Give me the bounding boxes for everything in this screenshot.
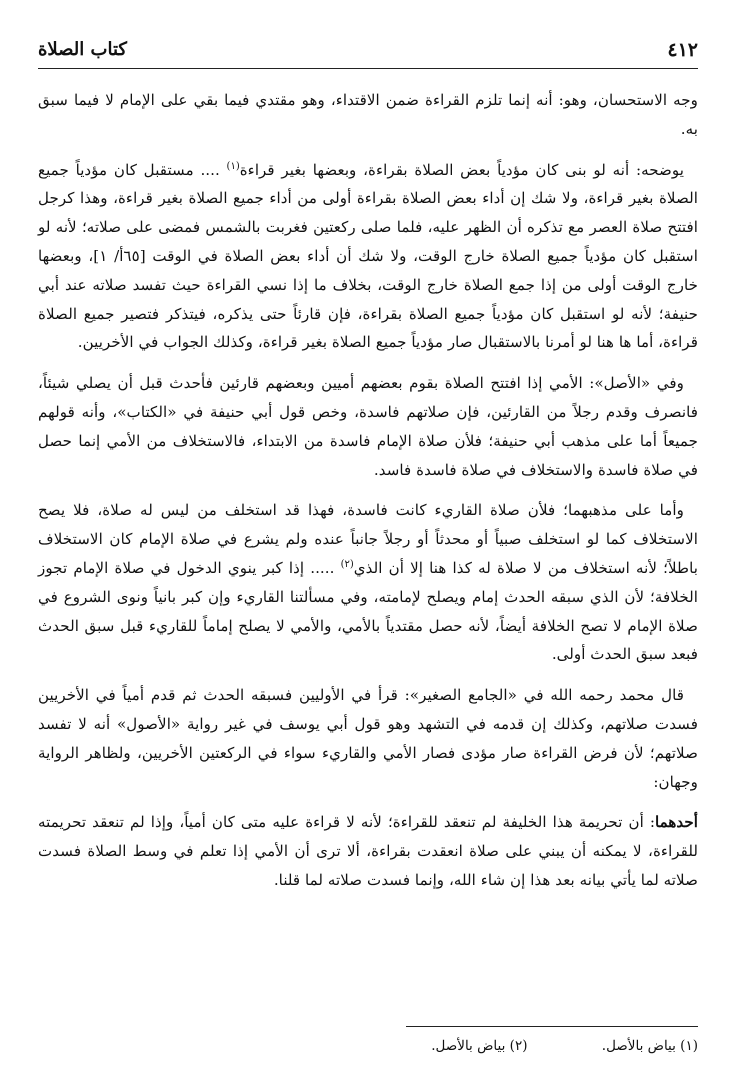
paragraph-text-continued: ..... إذا كبر ينوي الدخول في صلاة الإمام تجوز الخلافة؛ لأن الذي سبقه الحدث إمام ويصلح لإمامته، وفي مسألتنا القاريء وإن كبر بانياً ونوى الشروع في صلاة الإمام لا تصح الخلافة أيضاً، لأنه حصل مقتدياً بالأمي، والأمي لا يصلح إماماً للقاريء قبل سبق الحدث فبعد سبق الحدث أولى. xyxy=(38,558,698,664)
page-header xyxy=(38,28,698,69)
paragraph xyxy=(38,86,698,144)
paragraph xyxy=(38,156,698,358)
footnote-marker: (٢) xyxy=(340,558,354,570)
paragraph-text: : أن تحريمة هذا الخليفة لم تنعقد للقراءة؛ لأنه لا قراءة عليه متى كان أمياً، وإذا لم تنعقد تحريمته للقراءة، لا يمكنه أن يبني على صلاة انعقدت بقراءة، ألا ترى أن الأمي إذا تعلم في وسط الصلاة فسدت صلاته لما يأتي بيانه بعد هذا إن شاء الله، وإنما فسدت صلاته لما قلنا. xyxy=(38,813,698,889)
paragraph-text: يوضحه: أنه لو بنى كان مؤدياً بعض الصلاة بقراءة، وبعضها بغير قراءة xyxy=(239,160,684,179)
paragraph xyxy=(38,681,698,796)
footnote: (١) بياض بالأصل. xyxy=(601,1038,698,1054)
footnotes xyxy=(38,1036,698,1056)
page-number: ٤١٢ xyxy=(667,39,698,61)
footnote-separator xyxy=(406,1026,698,1027)
paragraph xyxy=(38,808,698,894)
paragraph xyxy=(38,369,698,484)
paragraph-text: وجه الاستحسان، وهو: أنه إنما تلزم القراءة ضمن الاقتداء، وهو مقتدي فيما بقي على الإمام لا فيما سبق به. xyxy=(38,91,698,138)
footnote: (٢) بياض بالأصل. xyxy=(431,1038,528,1054)
paragraph-lead-word: أحدهما xyxy=(655,813,698,832)
paragraph-text-continued: .... مستقبل كان مؤدياً جميع الصلاة بغير قراءة، ولا شك إن أداء بعض الصلاة بقراءة أولى من أداء جميع الصلاة بغير قراءة، وهذا كرجل افتتح صلاة العصر مع تذكره أن الظهر عليه، فلما صلى ركعتين فغربت بالشمس فمضى على صلاته؛ لأنه لو استقبل كان مؤدياً جميع الصلاة خارج الوقت، ولا شك أن أداء بعض الصلاة في الوقت [٦٥أ/ ١]، وبعضها خارج الوقت أولى من إذا جمع الصلاة خارج الوقت، بخلاف ما إذا نسي القراءة حيث تفسد صلاته عند أبي حنيفة؛ لأنه لو استقبل كان مؤدياً جميع الصلاة بقراءة، فإن قارئاً حتى يذكره، فيتذكر فتصير جميع الصلاة قراءة، أما ها هنا لو أمرنا بالاستقبال صار مؤدياً جميع الصلاة بغير قراءة، وكذلك الجواب في الأخريين. xyxy=(38,160,698,352)
main-text xyxy=(38,86,698,907)
paragraph-text: وأما على مذهبهما؛ فلأن صلاة القاريء كانت فاسدة، فهذا قد استخلف من ليس له صلاة، فلا يصح الاستخلاف كما لو استخلف صبياً أو محدثاً أو رجلاً جانباً عنده ولم يشرع في صلاة الإمام كان الاستخلاف باطلاً؛ لأنه استخلاف من لا صلاة له كذا هنا إلا أن الذي xyxy=(38,501,698,577)
paragraph xyxy=(38,496,698,669)
footnote-marker: (١) xyxy=(226,160,240,172)
paragraph-text: قال محمد رحمه الله في «الجامع الصغير»: قرأ في الأوليين فسبقه الحدث ثم قدم أمياً في الأخريين فسدت صلاتهم، وكذلك إن قدمه في التشهد وهو قول أبي يوسف في غير رواية «الأصول» أنه لا تفسد صلاتهم؛ لأن فرض القراءة صار مؤدى فصار الأمي والقاريء سواء في الركعتين الأخريين، ولظاهر الرواية وجهان: xyxy=(38,686,698,791)
running-title: كتاب الصلاة xyxy=(38,39,127,60)
paragraph-text: وفي «الأصل»: الأمي إذا افتتح الصلاة بقوم بعضهم أميين وبعضهم قارئين فأحدث قبل أن يصلي شيئاً، فانصرف وقدم رجلاً من القارئين، فإن صلاتهم فاسدة، وخص قول أبي حنيفة في «الكتاب»، وأنه قولهم جميعاً أما على مذهب أبي حنيفة؛ فلأن صلاة الإمام فاسدة من الابتداء، فالاستخلاف من الأمي إنما حصل في صلاة فاسدة والاستخلاف في صلاة فاسدة فاسد. xyxy=(38,374,698,479)
